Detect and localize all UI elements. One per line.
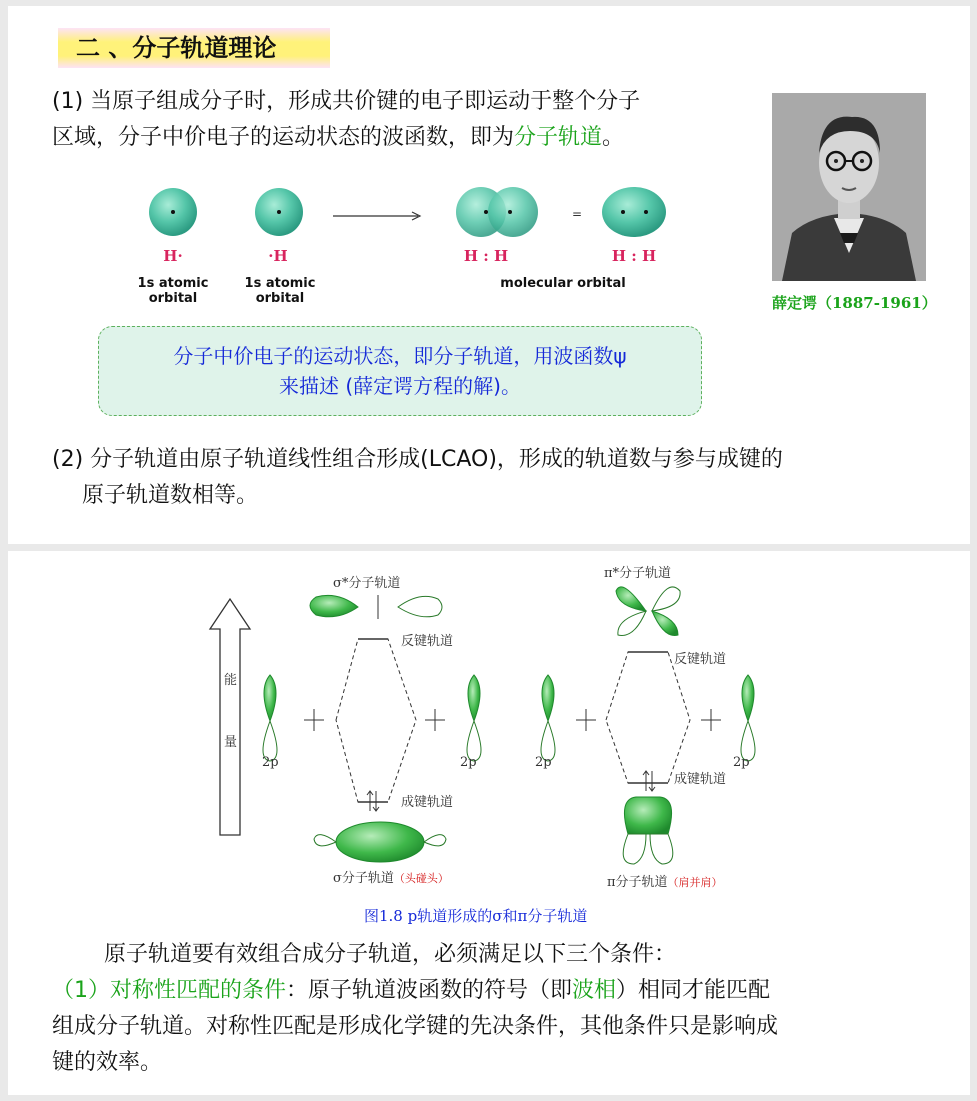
bonding-label-sigma: 成键轨道 xyxy=(401,795,454,810)
sigma-star-orbital-shape xyxy=(310,595,442,619)
pi-star-orbital-shape xyxy=(616,587,680,636)
portrait-caption: 薛定谔（1887-1961） xyxy=(772,294,937,312)
energy-label-2: 量 xyxy=(224,735,238,750)
energy-arrow xyxy=(210,599,250,835)
paragraph-1-line-2: 区域，分子中价电子的运动状态的波函数，即为分子轨道。 xyxy=(52,125,625,150)
p-orbital-left-pi xyxy=(541,675,555,761)
condition-1 xyxy=(52,973,932,1081)
slide-2 xyxy=(8,551,970,1095)
overlap-orbital-b xyxy=(488,187,538,237)
info-box-line-1: 分子中价电子的运动状态，即分子轨道，用波函数ψ xyxy=(173,344,627,368)
conditions-intro: 原子轨道要有效组合成分子轨道，必须满足以下三个条件： xyxy=(104,942,677,967)
condition-1-line-3: 键的效率。 xyxy=(52,1050,163,1075)
atomic-orbital-caption-2: 1s atomic orbital xyxy=(244,276,316,306)
sigma-bonding-orbital-shape xyxy=(314,822,446,862)
atomic-orbital-caption-1: 1s atomic orbital xyxy=(137,276,209,306)
h-label-4: H : H xyxy=(611,247,657,265)
molecular-orbital-caption: molecular orbital xyxy=(500,276,626,291)
label-2p-1: 2p xyxy=(262,755,279,770)
label-2p-2: 2p xyxy=(460,755,477,770)
info-box xyxy=(98,326,702,416)
sigma-star-label: σ*分子轨道 xyxy=(333,576,401,591)
p-orbital-right-pi xyxy=(741,675,755,761)
h-label-2: ·H xyxy=(268,247,288,265)
paragraph-1-line-1: (1) 当原子组成分子时，形成共价键的电子即运动于整个分子 xyxy=(52,89,641,114)
p-orbital-right-sigma xyxy=(467,675,481,761)
figure-caption: 图1.8 p轨道形成的σ和π分子轨道 xyxy=(364,907,588,925)
antibonding-label-sigma: 反键轨道 xyxy=(401,634,454,649)
section-title: 二 、分子轨道理论 xyxy=(58,28,330,68)
paragraph-2-line-2: 原子轨道数相等。 xyxy=(82,483,259,508)
antibonding-label-pi: 反键轨道 xyxy=(674,652,727,667)
h-label-3: H : H xyxy=(463,247,509,265)
info-box-line-2: 来描述 (薛定谔方程的解)。 xyxy=(279,374,521,398)
schrodinger-portrait xyxy=(772,93,926,281)
paragraph-2 xyxy=(52,442,952,514)
energy-label-1: 能 xyxy=(224,673,238,688)
sigma-caption: σ分子轨道（头碰头） xyxy=(333,871,449,886)
paragraph-2-line-1: (2) 分子轨道由原子轨道线性组合形成(LCAO)，形成的轨道数与参与成键的 xyxy=(52,447,783,472)
equals-sign: = xyxy=(572,207,583,221)
label-2p-4: 2p xyxy=(733,755,750,770)
bonding-label-pi: 成键轨道 xyxy=(674,772,727,787)
p-orbital-left-sigma xyxy=(263,675,277,761)
condition-1-line-1: （1）对称性匹配的条件：原子轨道波函数的符号（即波相）相同才能匹配 xyxy=(52,978,771,1003)
p-orbital-mo-diagram xyxy=(198,559,768,899)
h-label-1: H· xyxy=(163,247,183,265)
condition-1-line-2: 组成分子轨道。对称性匹配是形成化学键的先决条件，其他条件只是影响成 xyxy=(52,1014,779,1039)
slide-1 xyxy=(8,6,970,544)
pi-caption: π分子轨道（肩并肩） xyxy=(607,875,723,890)
pi-star-label: π*分子轨道 xyxy=(604,566,672,581)
molecular-orbital-term: 分子轨道 xyxy=(514,125,603,150)
label-2p-3: 2p xyxy=(535,755,552,770)
pi-bonding-orbital-shape xyxy=(623,797,673,864)
paragraph-1 xyxy=(52,84,752,156)
molecular-orbital-shape xyxy=(602,187,666,237)
